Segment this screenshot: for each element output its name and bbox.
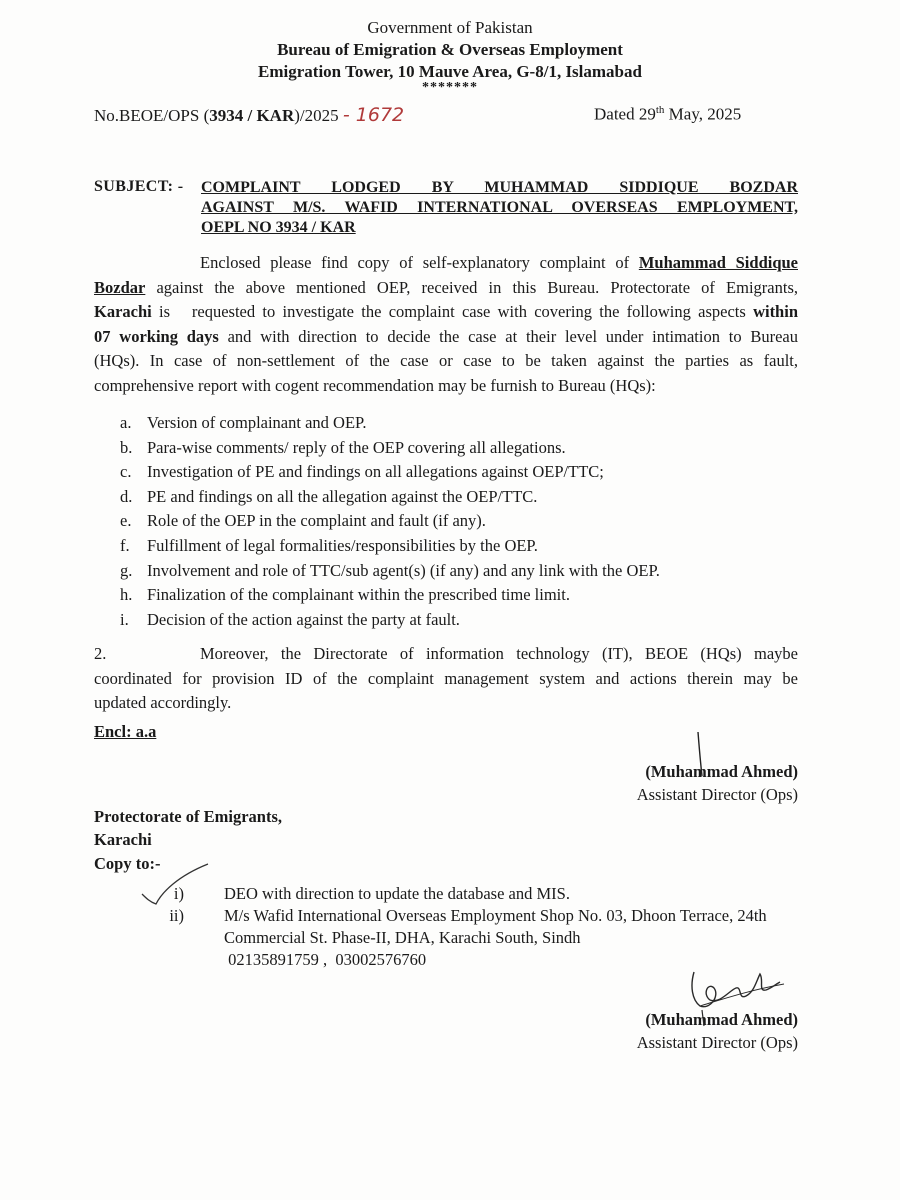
enclosure-note: Encl: a.a [94,722,157,741]
aspect-text: Fulfillment of legal formalities/responsibilities by the OEP. [147,535,538,555]
signatory-name: (Muhammad Ahmed) [645,1010,798,1029]
addressee-block: Protectorate of Emigrants, Karachi [94,807,283,849]
paragraph-2: 2. Moreover, the Directorate of information technology (IT), BEOE (HQs) maybe coordinated for provision ID of the complaint management system and actions therein may be updated accordingly. [94,644,798,712]
copy-to-number: ii) [169,906,184,925]
date-line: Dated 29th May, 2025 [594,104,742,124]
aspect-letter: c. [120,462,132,482]
copy-to-item [166,883,846,905]
aspect-item [120,534,660,559]
aspect-item [120,411,660,436]
signatory-name: (Muhammad Ahmed) [645,762,798,781]
aspect-text: Version of complainant and OEP. [147,413,367,432]
header-bureau: Bureau of Emigration & Overseas Employment [277,40,623,59]
aspect-item [120,559,660,584]
copy-to-label: Copy to:- [94,854,161,873]
aspect-item [120,583,660,608]
aspect-item [120,460,660,485]
aspect-text: Para-wise comments/ reply of the OEP covering all allegations. [147,437,566,457]
aspect-letter: a. [120,413,132,432]
aspect-letter: f. [120,535,130,555]
signature-scribble-2 [680,960,790,1030]
aspects-list [120,411,660,632]
copy-to-list [166,883,846,971]
aspect-item [120,436,660,461]
signatory-title: Assistant Director (Ops) [636,785,798,804]
copy-to-text: DEO with direction to update the database and MIS. [224,884,570,903]
paragraph-number: 2. [94,644,107,663]
aspect-text: Decision of the action against the party at fault. [147,609,460,629]
aspect-letter: e. [120,511,132,531]
aspect-item [120,608,660,633]
aspect-letter: h. [120,585,133,605]
subject-text [201,178,798,238]
aspect-letter: g. [120,560,133,580]
subject-label: SUBJECT: - [94,178,184,195]
aspect-text: Investigation of PE and findings on all allegations against OEP/TTC; [147,462,604,482]
aspect-item [120,509,660,534]
aspect-text: PE and findings on all the allegation against the OEP/TTC. [147,486,538,506]
aspect-letter: b. [120,437,133,457]
aspect-text: Involvement and role of TTC/sub agent(s) (if any) and any link with the OEP. [147,560,660,580]
signatory-title: Assistant Director (Ops) [636,1033,798,1052]
header-address: Emigration Tower, 10 Mauve Area, G-8/1, Islamabad [258,62,642,81]
copy-to-text: M/s Wafid International Overseas Employment Shop No. 03, Dhoon Terrace, 24th [224,906,767,925]
subject-line: OEPL NO 3934 / KAR [201,219,356,236]
handwritten-dispatch-number: - 1672 [342,104,405,126]
complainant-surname: Bozdar [94,277,146,297]
aspect-letter: i. [120,609,129,629]
copy-to-number: i) [173,884,184,903]
copy-to-text: 02135891759 , 03002576760 [224,950,427,969]
aspect-text: Role of the OEP in the complaint and fault (if any). [147,511,486,531]
signature-stroke-1 [690,730,710,780]
handwritten-tick-mark [138,862,218,912]
header-stars: ******* [422,80,478,95]
reference-number: No.BEOE/OPS (3934 / KAR)/2025 - 1672 [94,104,405,126]
subject-line: AGAINST M/S. WAFID INTERNATIONAL OVERSEAS EMPLOYMENT, [201,199,798,216]
copy-to-text: Commercial St. Phase-II, DHA, Karachi South, Sindh [224,928,581,947]
subject-line: COMPLAINT LODGED BY MUHAMMAD SIDDIQUE BOZDAR [201,179,798,196]
aspect-text: Finalization of the complainant within the prescribed time limit. [147,585,570,605]
paragraph-1: Enclosed please find copy of self-explanatory complaint of Muhammad Siddique Bozdar against the above mentioned OEP, received in this Bureau. Protectorate of Emigrants, Karachi is requested to investigate the complaint case with covering the following aspects within 07 working days and with direction to decide the case at their level under intimation to Bureau (HQs). In case of non-settlement of the case or case to be taken against the parties as fault, comprehensive report with cogent recommendation may be furnish to Bureau (HQs): [94,253,798,395]
aspect-item [120,485,660,510]
aspect-letter: d. [120,486,133,506]
complainant-name: Muhammad Siddique [638,253,798,272]
header-government: Government of Pakistan [367,18,533,37]
